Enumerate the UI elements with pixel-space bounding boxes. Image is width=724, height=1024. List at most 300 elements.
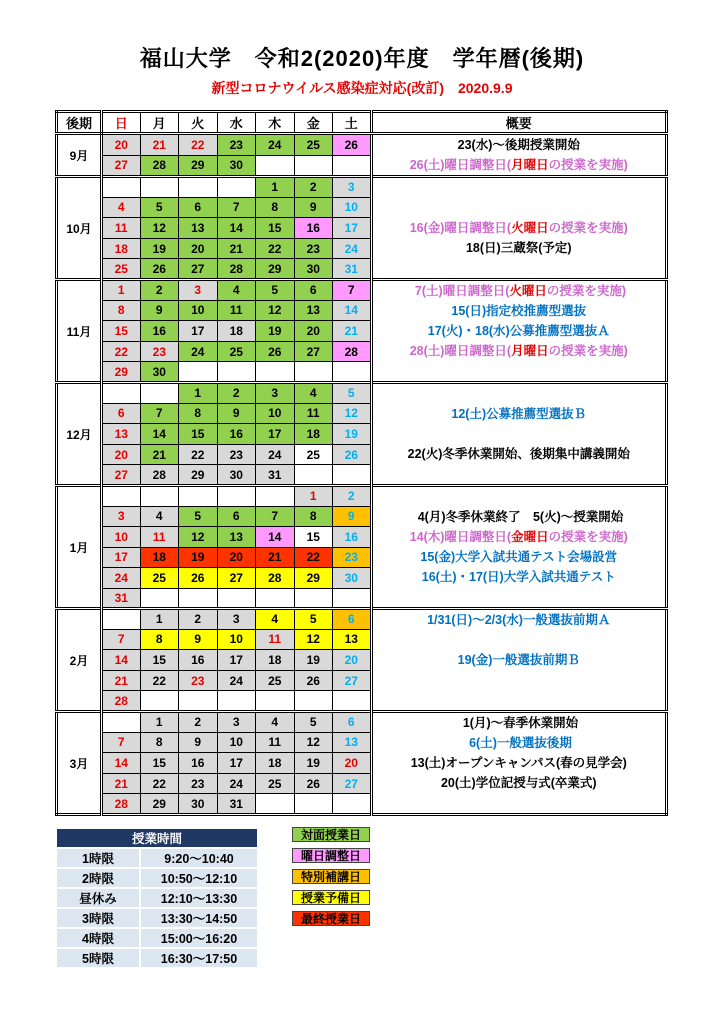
day-oct-28: 28 bbox=[217, 259, 256, 280]
note-feb-3 bbox=[373, 650, 666, 670]
day-oct-6: 6 bbox=[179, 197, 218, 218]
day-dec-1: 1 bbox=[179, 383, 218, 404]
calendar-row-jan-1 bbox=[57, 486, 667, 507]
day-empty bbox=[294, 588, 333, 609]
day-nov-25: 25 bbox=[217, 341, 256, 362]
day-jan-14: 14 bbox=[256, 527, 295, 548]
legend-item-2: 曜日調整日 bbox=[292, 848, 370, 863]
day-empty bbox=[294, 465, 333, 486]
day-empty bbox=[140, 486, 179, 507]
day-sep-28: 28 bbox=[140, 155, 179, 177]
day-empty bbox=[217, 691, 256, 712]
note-segment: 16(土)・17(日)大学入試共通テスト bbox=[421, 570, 616, 584]
day-feb-25: 25 bbox=[256, 670, 295, 691]
day-empty bbox=[179, 588, 218, 609]
day-mar-29: 29 bbox=[140, 794, 179, 815]
note-segment: 18(日)三蔵祭(予定) bbox=[465, 241, 572, 255]
day-mar-27: 27 bbox=[333, 773, 372, 794]
day-nov-8: 8 bbox=[102, 300, 141, 321]
day-feb-14: 14 bbox=[102, 650, 141, 671]
day-jan-5: 5 bbox=[179, 506, 218, 527]
day-empty bbox=[179, 362, 218, 383]
day-nov-3: 3 bbox=[179, 280, 218, 301]
note-feb-2 bbox=[373, 630, 666, 650]
day-mar-1: 1 bbox=[140, 712, 179, 733]
note-jan-4 bbox=[373, 547, 666, 567]
day-oct-8: 8 bbox=[256, 197, 295, 218]
day-oct-4: 4 bbox=[102, 197, 141, 218]
calendar-row-dec-1 bbox=[57, 383, 667, 404]
day-feb-21: 21 bbox=[102, 670, 141, 691]
month-label-mar: 3月 bbox=[57, 712, 102, 815]
calendar-row-feb-1 bbox=[57, 609, 667, 630]
day-sep-22: 22 bbox=[179, 134, 218, 156]
note-dec-4 bbox=[373, 444, 666, 464]
day-empty bbox=[333, 691, 372, 712]
note-segment: の授業を実施) bbox=[548, 530, 628, 544]
day-feb-12: 12 bbox=[294, 629, 333, 650]
note-dec-1 bbox=[373, 384, 666, 404]
day-empty bbox=[217, 588, 256, 609]
day-jan-26: 26 bbox=[179, 568, 218, 589]
day-feb-1: 1 bbox=[140, 609, 179, 630]
day-dec-9: 9 bbox=[217, 403, 256, 424]
note-oct-4 bbox=[373, 238, 666, 258]
day-empty bbox=[294, 155, 333, 177]
day-dec-19: 19 bbox=[333, 424, 372, 445]
day-empty bbox=[333, 155, 372, 177]
day-empty bbox=[333, 588, 372, 609]
day-oct-2: 2 bbox=[294, 177, 333, 198]
day-mar-28: 28 bbox=[102, 794, 141, 815]
note-jan-2 bbox=[373, 507, 666, 527]
day-oct-14: 14 bbox=[217, 218, 256, 239]
day-oct-18: 18 bbox=[102, 238, 141, 259]
day-feb-4: 4 bbox=[256, 609, 295, 630]
day-mar-20: 20 bbox=[333, 753, 372, 774]
period-label: 1時限 bbox=[57, 849, 139, 867]
note-segment: 12(土)公募推薦型選抜Ｂ bbox=[451, 407, 587, 421]
day-mar-19: 19 bbox=[294, 753, 333, 774]
day-empty bbox=[256, 155, 295, 177]
day-dec-31: 31 bbox=[256, 465, 295, 486]
calendar-row-nov-1 bbox=[57, 280, 667, 301]
page-title: 福山大学 令和2(2020)年度 学年暦(後期) bbox=[139, 46, 585, 71]
note-jan-3 bbox=[373, 527, 666, 547]
day-jan-29: 29 bbox=[294, 568, 333, 589]
day-jan-20: 20 bbox=[217, 547, 256, 568]
month-label-sep: 9月 bbox=[57, 134, 102, 177]
header-day-5: 金 bbox=[294, 112, 333, 134]
day-empty bbox=[256, 486, 295, 507]
note-dec-5 bbox=[373, 464, 666, 484]
day-feb-16: 16 bbox=[179, 650, 218, 671]
note-nov-1 bbox=[373, 281, 666, 301]
day-oct-1: 1 bbox=[256, 177, 295, 198]
day-empty bbox=[294, 362, 333, 383]
note-jan-5 bbox=[373, 567, 666, 587]
day-jan-13: 13 bbox=[217, 527, 256, 548]
day-oct-13: 13 bbox=[179, 218, 218, 239]
header-day-0: 日 bbox=[102, 112, 141, 134]
day-dec-17: 17 bbox=[256, 424, 295, 445]
day-jan-21: 21 bbox=[256, 547, 295, 568]
calendar-row-oct-1 bbox=[57, 177, 667, 198]
day-nov-18: 18 bbox=[217, 321, 256, 342]
day-empty bbox=[333, 794, 372, 815]
day-feb-22: 22 bbox=[140, 670, 179, 691]
period-label: 5時限 bbox=[57, 949, 139, 967]
calendar-body bbox=[57, 134, 667, 815]
day-empty bbox=[217, 177, 256, 198]
day-dec-15: 15 bbox=[179, 424, 218, 445]
day-mar-30: 30 bbox=[179, 794, 218, 815]
day-jan-15: 15 bbox=[294, 527, 333, 548]
note-mar-1 bbox=[373, 713, 666, 733]
day-jan-19: 19 bbox=[179, 547, 218, 568]
day-empty bbox=[294, 691, 333, 712]
period-time: 12:10～13:30 bbox=[141, 889, 257, 907]
day-nov-27: 27 bbox=[294, 341, 333, 362]
day-mar-14: 14 bbox=[102, 753, 141, 774]
day-feb-8: 8 bbox=[140, 629, 179, 650]
note-segment: の授業を実施) bbox=[548, 344, 628, 358]
day-sep-20: 20 bbox=[102, 134, 141, 156]
day-empty bbox=[102, 609, 141, 630]
day-mar-2: 2 bbox=[179, 712, 218, 733]
day-dec-4: 4 bbox=[294, 383, 333, 404]
day-oct-7: 7 bbox=[217, 197, 256, 218]
summary-jan bbox=[371, 486, 667, 609]
day-feb-20: 20 bbox=[333, 650, 372, 671]
calendar-row-sep-1 bbox=[57, 134, 667, 156]
day-nov-10: 10 bbox=[179, 300, 218, 321]
day-nov-23: 23 bbox=[140, 341, 179, 362]
day-mar-26: 26 bbox=[294, 773, 333, 794]
day-dec-14: 14 bbox=[140, 424, 179, 445]
day-oct-15: 15 bbox=[256, 218, 295, 239]
day-oct-23: 23 bbox=[294, 238, 333, 259]
day-mar-13: 13 bbox=[333, 732, 372, 753]
note-mar-3 bbox=[373, 753, 666, 773]
class-time-row-4 bbox=[57, 909, 257, 927]
note-segment: 16(金)曜日調整日( bbox=[409, 221, 512, 235]
note-segment: 火曜日 bbox=[509, 284, 547, 298]
note-oct-3 bbox=[373, 218, 666, 238]
day-jan-28: 28 bbox=[256, 568, 295, 589]
class-times-table bbox=[55, 827, 259, 969]
day-mar-15: 15 bbox=[140, 753, 179, 774]
calendar-table bbox=[55, 110, 668, 816]
note-mar-2 bbox=[373, 733, 666, 753]
day-jan-1: 1 bbox=[294, 486, 333, 507]
note-segment: 火曜日 bbox=[511, 221, 549, 235]
note-segment: 金曜日 bbox=[511, 530, 549, 544]
day-empty bbox=[256, 588, 295, 609]
day-feb-13: 13 bbox=[333, 629, 372, 650]
summary-nov bbox=[371, 280, 667, 383]
note-segment: 月曜日 bbox=[511, 158, 549, 172]
day-oct-3: 3 bbox=[333, 177, 372, 198]
day-nov-17: 17 bbox=[179, 321, 218, 342]
day-nov-26: 26 bbox=[256, 341, 295, 362]
legend-item-4: 授業予備日 bbox=[292, 890, 370, 905]
day-sep-26: 26 bbox=[333, 134, 372, 156]
note-segment: 1/31(日)～2/3(水)一般選抜前期Ａ bbox=[427, 613, 611, 627]
day-empty bbox=[333, 362, 372, 383]
day-jan-11: 11 bbox=[140, 527, 179, 548]
day-dec-23: 23 bbox=[217, 444, 256, 465]
day-jan-25: 25 bbox=[140, 568, 179, 589]
period-label: 2時限 bbox=[57, 869, 139, 887]
note-segment: 19(金)一般選抜前期Ｂ bbox=[457, 653, 580, 667]
day-oct-27: 27 bbox=[179, 259, 218, 280]
day-dec-16: 16 bbox=[217, 424, 256, 445]
note-oct-5 bbox=[373, 258, 666, 278]
summary-feb bbox=[371, 609, 667, 712]
class-time-row-5 bbox=[57, 929, 257, 947]
note-segment: 6(土)一般選抜後期 bbox=[465, 736, 572, 750]
day-nov-19: 19 bbox=[256, 321, 295, 342]
summary-dec bbox=[371, 383, 667, 486]
day-mar-3: 3 bbox=[217, 712, 256, 733]
day-oct-17: 17 bbox=[333, 218, 372, 239]
header-term: 後期 bbox=[57, 112, 102, 134]
day-empty bbox=[102, 383, 141, 404]
day-jan-7: 7 bbox=[256, 506, 295, 527]
day-nov-21: 21 bbox=[333, 321, 372, 342]
day-mar-17: 17 bbox=[217, 753, 256, 774]
day-dec-20: 20 bbox=[102, 444, 141, 465]
day-nov-30: 30 bbox=[140, 362, 179, 383]
day-mar-11: 11 bbox=[256, 732, 295, 753]
day-empty bbox=[140, 383, 179, 404]
day-empty bbox=[140, 588, 179, 609]
day-nov-22: 22 bbox=[102, 341, 141, 362]
day-oct-16: 16 bbox=[294, 218, 333, 239]
note-dec-2 bbox=[373, 404, 666, 424]
header-day-2: 火 bbox=[179, 112, 218, 134]
day-feb-11: 11 bbox=[256, 629, 295, 650]
day-nov-2: 2 bbox=[140, 280, 179, 301]
note-oct-1 bbox=[373, 178, 666, 198]
day-empty bbox=[140, 691, 179, 712]
class-times-header: 授業時間 bbox=[57, 829, 257, 847]
day-jan-31: 31 bbox=[102, 588, 141, 609]
day-oct-19: 19 bbox=[140, 238, 179, 259]
day-dec-30: 30 bbox=[217, 465, 256, 486]
day-mar-21: 21 bbox=[102, 773, 141, 794]
day-oct-10: 10 bbox=[333, 197, 372, 218]
period-time: 15:00～16:20 bbox=[141, 929, 257, 947]
day-dec-5: 5 bbox=[333, 383, 372, 404]
header-day-4: 木 bbox=[256, 112, 295, 134]
day-oct-31: 31 bbox=[333, 259, 372, 280]
day-sep-29: 29 bbox=[179, 155, 218, 177]
note-segment: 15(日)指定校推薦型選抜 bbox=[451, 304, 587, 318]
note-segment: 14(木)曜日調整日( bbox=[409, 530, 512, 544]
day-empty bbox=[102, 177, 141, 198]
class-time-row-2 bbox=[57, 869, 257, 887]
day-empty bbox=[179, 691, 218, 712]
day-mar-25: 25 bbox=[256, 773, 295, 794]
day-empty bbox=[217, 486, 256, 507]
page-subtitle: 新型コロナウイルス感染症対応(改訂) 2020.9.9 bbox=[211, 80, 513, 96]
day-mar-22: 22 bbox=[140, 773, 179, 794]
day-dec-3: 3 bbox=[256, 383, 295, 404]
day-dec-10: 10 bbox=[256, 403, 295, 424]
day-empty bbox=[256, 362, 295, 383]
day-mar-5: 5 bbox=[294, 712, 333, 733]
day-feb-9: 9 bbox=[179, 629, 218, 650]
day-nov-28: 28 bbox=[333, 341, 372, 362]
day-mar-31: 31 bbox=[217, 794, 256, 815]
day-oct-30: 30 bbox=[294, 259, 333, 280]
note-segment: 7(土)曜日調整日( bbox=[411, 284, 510, 298]
month-label-oct: 10月 bbox=[57, 177, 102, 280]
note-segment: の授業を実施) bbox=[548, 221, 628, 235]
note-segment: の授業を実施) bbox=[546, 284, 627, 298]
day-jan-2: 2 bbox=[333, 486, 372, 507]
day-dec-24: 24 bbox=[256, 444, 295, 465]
day-sep-30: 30 bbox=[217, 155, 256, 177]
day-jan-6: 6 bbox=[217, 506, 256, 527]
day-nov-20: 20 bbox=[294, 321, 333, 342]
note-dec-3 bbox=[373, 424, 666, 444]
day-jan-17: 17 bbox=[102, 547, 141, 568]
summary-sep bbox=[371, 134, 667, 177]
day-jan-24: 24 bbox=[102, 568, 141, 589]
day-sep-25: 25 bbox=[294, 134, 333, 156]
day-empty bbox=[333, 465, 372, 486]
day-mar-6: 6 bbox=[333, 712, 372, 733]
period-label: 3時限 bbox=[57, 909, 139, 927]
note-segment: 13(土)オープンキャンパス(春の見学会) bbox=[410, 756, 627, 770]
note-mar-5 bbox=[373, 793, 666, 813]
day-jan-9: 9 bbox=[333, 506, 372, 527]
day-feb-24: 24 bbox=[217, 670, 256, 691]
calendar-row-mar-1 bbox=[57, 712, 667, 733]
note-feb-4 bbox=[373, 670, 666, 690]
day-empty bbox=[102, 712, 141, 733]
legend-item-3: 特別補講日 bbox=[292, 869, 370, 884]
day-mar-4: 4 bbox=[256, 712, 295, 733]
note-segment: 22(火)冬季休業開始、後期集中講義開始 bbox=[407, 447, 630, 461]
day-nov-1: 1 bbox=[102, 280, 141, 301]
day-dec-12: 12 bbox=[333, 403, 372, 424]
day-empty bbox=[179, 486, 218, 507]
header-summary: 概要 bbox=[371, 112, 667, 134]
day-feb-6: 6 bbox=[333, 609, 372, 630]
day-jan-16: 16 bbox=[333, 527, 372, 548]
note-oct-2 bbox=[373, 198, 666, 218]
day-nov-5: 5 bbox=[256, 280, 295, 301]
day-dec-27: 27 bbox=[102, 465, 141, 486]
day-oct-26: 26 bbox=[140, 259, 179, 280]
day-oct-20: 20 bbox=[179, 238, 218, 259]
day-empty bbox=[256, 691, 295, 712]
day-oct-25: 25 bbox=[102, 259, 141, 280]
day-mar-8: 8 bbox=[140, 732, 179, 753]
day-jan-10: 10 bbox=[102, 527, 141, 548]
class-time-row-6 bbox=[57, 949, 257, 967]
day-nov-4: 4 bbox=[217, 280, 256, 301]
day-jan-27: 27 bbox=[217, 568, 256, 589]
day-empty bbox=[179, 177, 218, 198]
day-nov-9: 9 bbox=[140, 300, 179, 321]
note-nov-5 bbox=[373, 361, 666, 381]
day-oct-29: 29 bbox=[256, 259, 295, 280]
note-segment: 17(火)・18(水)公募推薦型選抜Ａ bbox=[427, 324, 610, 338]
day-sep-21: 21 bbox=[140, 134, 179, 156]
day-dec-2: 2 bbox=[217, 383, 256, 404]
summary-mar bbox=[371, 712, 667, 815]
note-segment: 28(土)曜日調整日( bbox=[409, 344, 512, 358]
day-feb-19: 19 bbox=[294, 650, 333, 671]
header-day-6: 土 bbox=[333, 112, 372, 134]
day-nov-13: 13 bbox=[294, 300, 333, 321]
day-oct-5: 5 bbox=[140, 197, 179, 218]
day-mar-16: 16 bbox=[179, 753, 218, 774]
note-nov-4 bbox=[373, 341, 666, 361]
month-label-dec: 12月 bbox=[57, 383, 102, 486]
class-times-body bbox=[57, 849, 257, 967]
day-nov-24: 24 bbox=[179, 341, 218, 362]
note-nov-3 bbox=[373, 321, 666, 341]
day-oct-11: 11 bbox=[102, 218, 141, 239]
day-oct-21: 21 bbox=[217, 238, 256, 259]
day-sep-27: 27 bbox=[102, 155, 141, 177]
day-jan-23: 23 bbox=[333, 547, 372, 568]
day-feb-10: 10 bbox=[217, 629, 256, 650]
day-feb-23: 23 bbox=[179, 670, 218, 691]
day-dec-13: 13 bbox=[102, 424, 141, 445]
day-oct-22: 22 bbox=[256, 238, 295, 259]
day-nov-11: 11 bbox=[217, 300, 256, 321]
day-dec-25: 25 bbox=[294, 444, 333, 465]
legend bbox=[292, 827, 370, 926]
period-label: 昼休み bbox=[57, 889, 139, 907]
day-dec-8: 8 bbox=[179, 403, 218, 424]
period-time: 16:30～17:50 bbox=[141, 949, 257, 967]
day-dec-22: 22 bbox=[179, 444, 218, 465]
note-segment: 15(金)大学入試共通テスト会場設営 bbox=[420, 550, 618, 564]
note-mar-4 bbox=[373, 773, 666, 793]
day-oct-9: 9 bbox=[294, 197, 333, 218]
day-feb-2: 2 bbox=[179, 609, 218, 630]
day-mar-12: 12 bbox=[294, 732, 333, 753]
class-time-row-3 bbox=[57, 889, 257, 907]
summary-oct bbox=[371, 177, 667, 280]
day-jan-22: 22 bbox=[294, 547, 333, 568]
period-time: 10:50～12:10 bbox=[141, 869, 257, 887]
day-jan-4: 4 bbox=[140, 506, 179, 527]
day-jan-18: 18 bbox=[140, 547, 179, 568]
month-label-feb: 2月 bbox=[57, 609, 102, 712]
day-mar-23: 23 bbox=[179, 773, 218, 794]
header-day-3: 水 bbox=[217, 112, 256, 134]
day-empty bbox=[256, 794, 295, 815]
day-nov-16: 16 bbox=[140, 321, 179, 342]
day-feb-28: 28 bbox=[102, 691, 141, 712]
day-feb-26: 26 bbox=[294, 670, 333, 691]
day-nov-29: 29 bbox=[102, 362, 141, 383]
day-dec-29: 29 bbox=[179, 465, 218, 486]
day-sep-23: 23 bbox=[217, 134, 256, 156]
note-nov-2 bbox=[373, 301, 666, 321]
day-mar-24: 24 bbox=[217, 773, 256, 794]
day-nov-14: 14 bbox=[333, 300, 372, 321]
